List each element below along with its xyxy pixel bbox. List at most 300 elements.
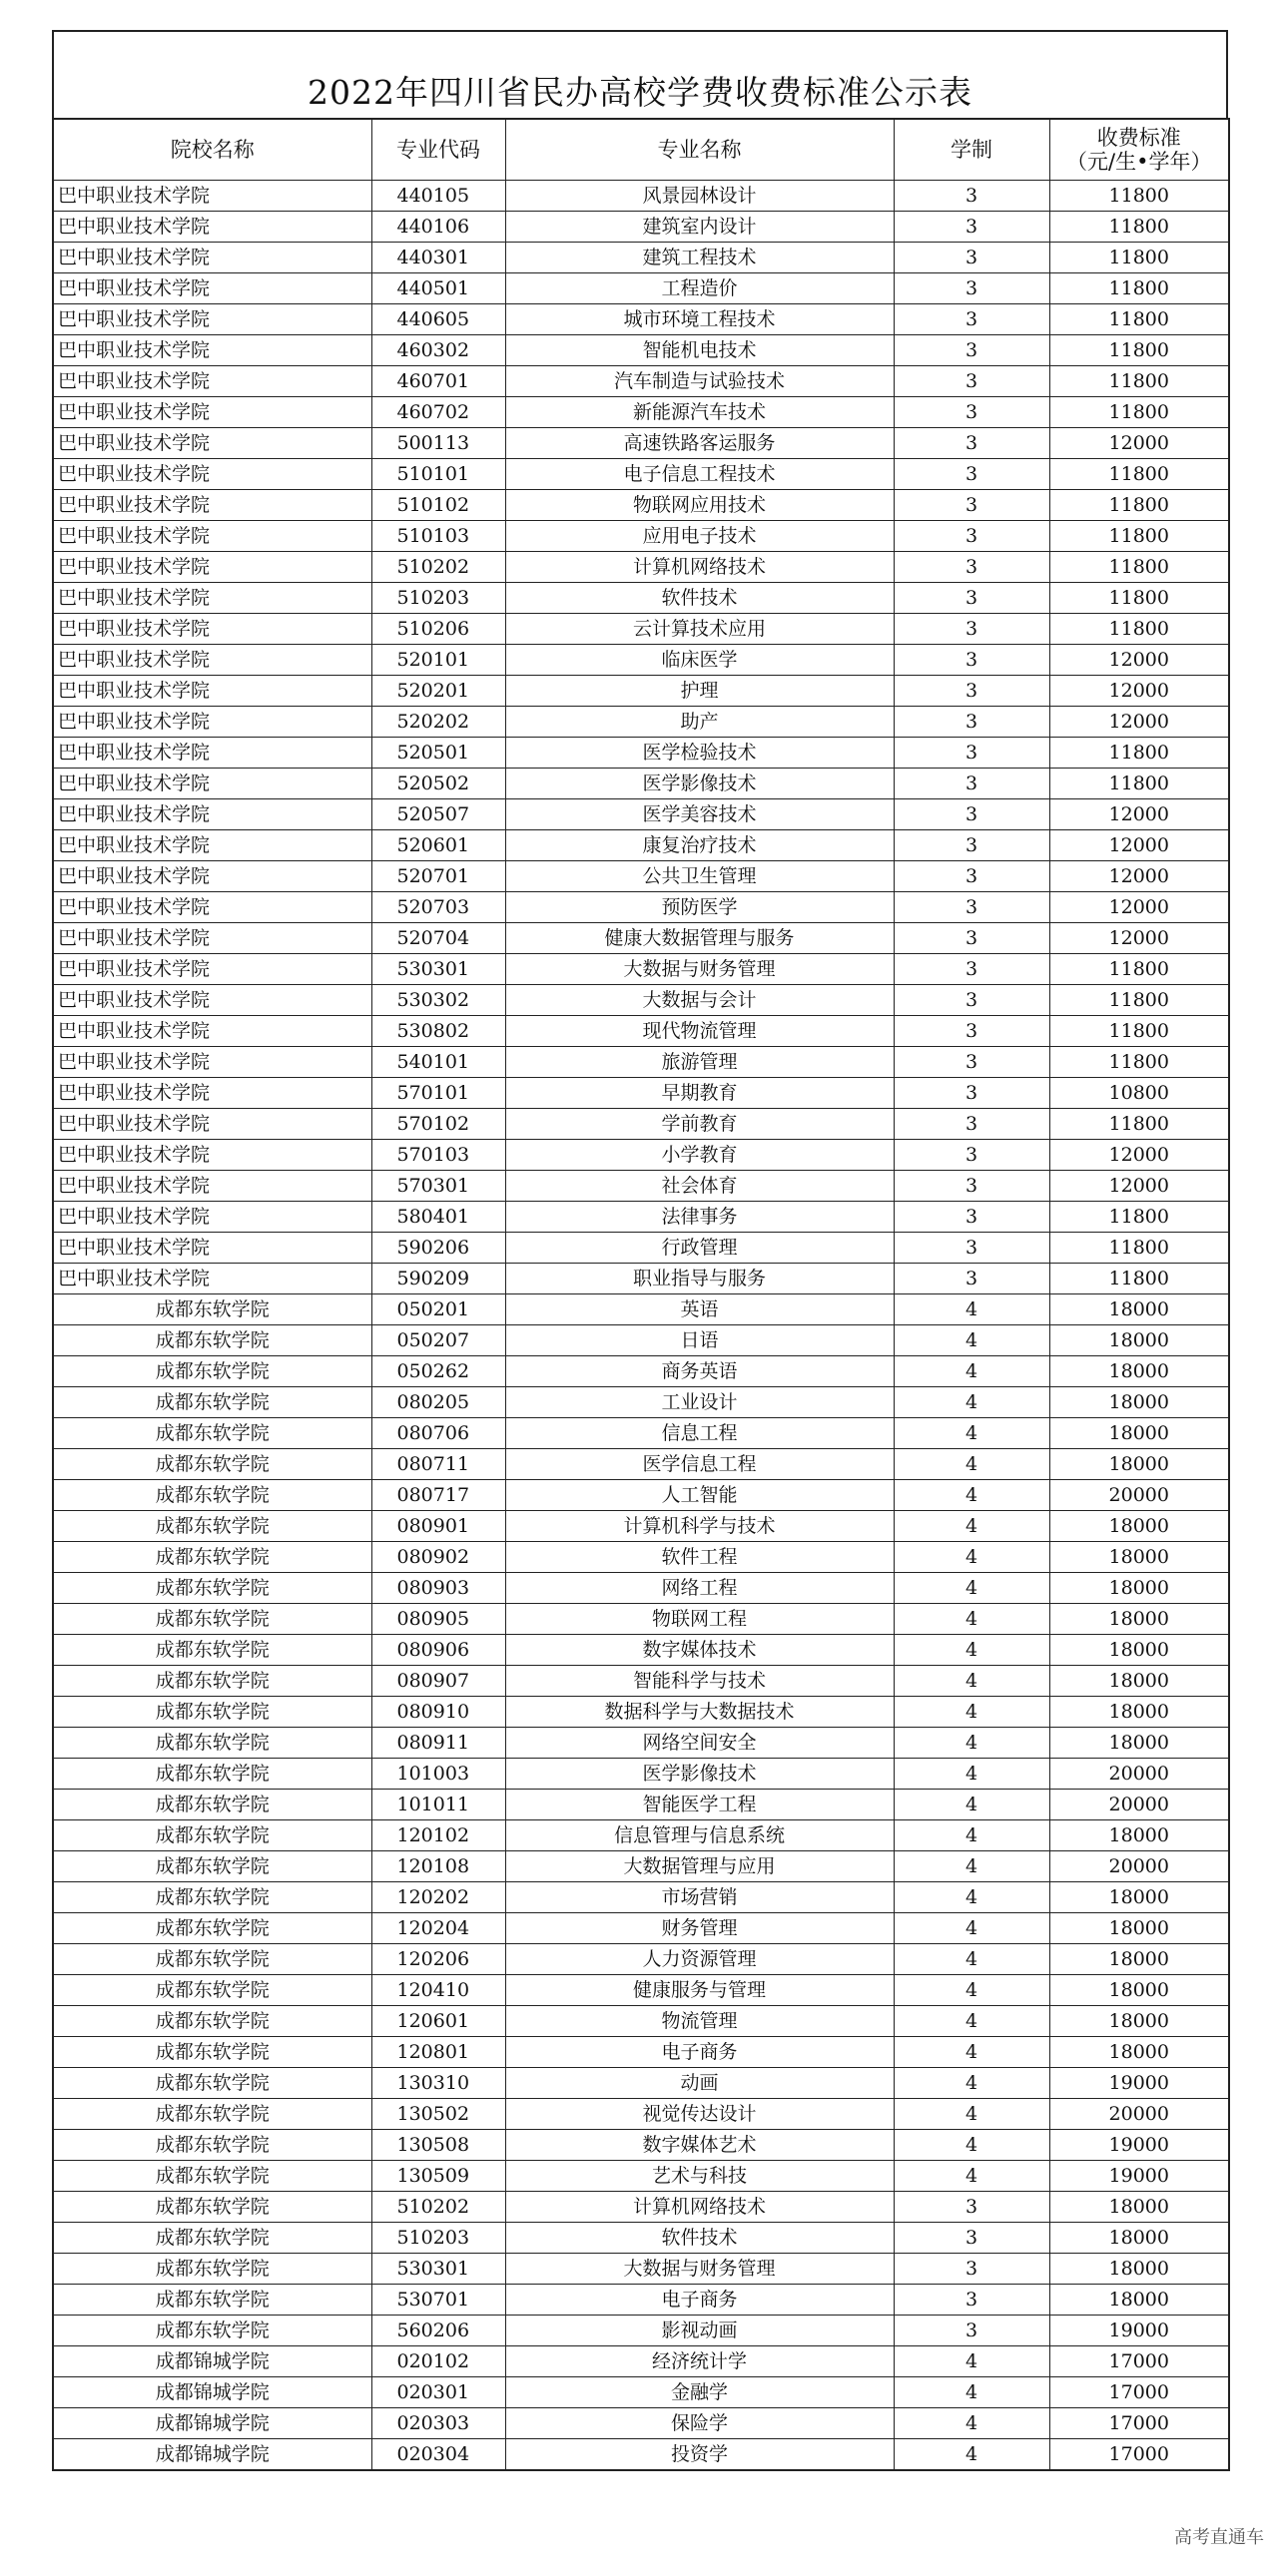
cell-major: 社会体育 (505, 1171, 894, 1202)
cell-school: 巴中职业技术学院 (53, 1264, 371, 1294)
cell-school: 成都东软学院 (53, 1356, 371, 1387)
cell-school: 巴中职业技术学院 (53, 1233, 371, 1264)
cell-years: 3 (894, 954, 1049, 985)
cell-years: 3 (894, 1233, 1049, 1264)
table-row (53, 366, 1229, 397)
table-row (53, 1078, 1229, 1109)
cell-fee: 11800 (1049, 490, 1229, 521)
table-row (53, 1480, 1229, 1511)
cell-years: 4 (894, 1356, 1049, 1387)
cell-years: 3 (894, 583, 1049, 614)
table-row (53, 1016, 1229, 1047)
table-row (53, 707, 1229, 738)
cell-code: 120410 (371, 1975, 505, 2006)
cell-code: 020303 (371, 2408, 505, 2439)
cell-school: 成都东软学院 (53, 1666, 371, 1697)
cell-school: 成都东软学院 (53, 1325, 371, 1356)
table-row (53, 2130, 1229, 2161)
cell-code: 080910 (371, 1697, 505, 1728)
cell-school: 成都东软学院 (53, 2223, 371, 2254)
cell-major: 预防医学 (505, 892, 894, 923)
cell-major: 软件技术 (505, 583, 894, 614)
table-row (53, 1728, 1229, 1759)
cell-code: 020102 (371, 2346, 505, 2377)
cell-school: 巴中职业技术学院 (53, 1047, 371, 1078)
cell-major: 云计算技术应用 (505, 614, 894, 645)
cell-years: 4 (894, 2099, 1049, 2130)
cell-major: 医学美容技术 (505, 799, 894, 830)
table-row (53, 1356, 1229, 1387)
cell-major: 大数据管理与应用 (505, 1851, 894, 1882)
cell-school: 巴中职业技术学院 (53, 645, 371, 676)
cell-fee: 18000 (1049, 2037, 1229, 2068)
cell-school: 巴中职业技术学院 (53, 366, 371, 397)
cell-code: 050262 (371, 1356, 505, 1387)
cell-school: 巴中职业技术学院 (53, 521, 371, 552)
cell-code: 520507 (371, 799, 505, 830)
cell-code: 580401 (371, 1202, 505, 1233)
cell-school: 巴中职业技术学院 (53, 243, 371, 273)
cell-major: 健康大数据管理与服务 (505, 923, 894, 954)
cell-code: 520501 (371, 738, 505, 769)
cell-major: 电子商务 (505, 2037, 894, 2068)
table-row (53, 1666, 1229, 1697)
cell-years: 4 (894, 1882, 1049, 1913)
cell-years: 3 (894, 738, 1049, 769)
table-row (53, 1202, 1229, 1233)
cell-code: 570102 (371, 1109, 505, 1140)
table-row (53, 985, 1229, 1016)
table-row (53, 1944, 1229, 1975)
cell-years: 3 (894, 645, 1049, 676)
cell-years: 3 (894, 892, 1049, 923)
cell-years: 3 (894, 614, 1049, 645)
table-row (53, 273, 1229, 304)
cell-code: 520202 (371, 707, 505, 738)
cell-code: 530802 (371, 1016, 505, 1047)
cell-code: 510101 (371, 459, 505, 490)
cell-fee: 11800 (1049, 459, 1229, 490)
cell-years: 4 (894, 1635, 1049, 1666)
cell-code: 130502 (371, 2099, 505, 2130)
cell-fee: 18000 (1049, 1604, 1229, 1635)
table-row (53, 1851, 1229, 1882)
cell-fee: 20000 (1049, 1790, 1229, 1820)
cell-fee: 18000 (1049, 1356, 1229, 1387)
cell-school: 成都东软学院 (53, 1851, 371, 1882)
cell-fee: 18000 (1049, 1944, 1229, 1975)
table-row (53, 552, 1229, 583)
cell-code: 520101 (371, 645, 505, 676)
cell-code: 510203 (371, 2223, 505, 2254)
cell-years: 4 (894, 1418, 1049, 1449)
table-row (53, 1325, 1229, 1356)
cell-years: 4 (894, 1449, 1049, 1480)
cell-years: 3 (894, 521, 1049, 552)
cell-fee: 12000 (1049, 645, 1229, 676)
title-box (52, 30, 1228, 118)
cell-school: 巴中职业技术学院 (53, 490, 371, 521)
cell-major: 网络工程 (505, 1573, 894, 1604)
cell-code: 080205 (371, 1387, 505, 1418)
cell-years: 3 (894, 552, 1049, 583)
cell-years: 4 (894, 1480, 1049, 1511)
table-row (53, 2068, 1229, 2099)
cell-school: 巴中职业技术学院 (53, 707, 371, 738)
cell-major: 保险学 (505, 2408, 894, 2439)
cell-school: 成都东软学院 (53, 2316, 371, 2346)
cell-years: 4 (894, 1820, 1049, 1851)
cell-school: 巴中职业技术学院 (53, 335, 371, 366)
cell-code: 080902 (371, 1542, 505, 1573)
cell-major: 信息管理与信息系统 (505, 1820, 894, 1851)
cell-major: 投资学 (505, 2439, 894, 2471)
cell-years: 4 (894, 2439, 1049, 2471)
cell-fee: 19000 (1049, 2316, 1229, 2346)
cell-code: 590209 (371, 1264, 505, 1294)
cell-major: 计算机科学与技术 (505, 1511, 894, 1542)
cell-code: 510202 (371, 552, 505, 583)
cell-fee: 18000 (1049, 1635, 1229, 1666)
cell-code: 440301 (371, 243, 505, 273)
table-row (53, 614, 1229, 645)
cell-fee: 18000 (1049, 1820, 1229, 1851)
cell-major: 职业指导与服务 (505, 1264, 894, 1294)
cell-fee: 11800 (1049, 1109, 1229, 1140)
cell-code: 440105 (371, 181, 505, 212)
cell-fee: 10800 (1049, 1078, 1229, 1109)
cell-code: 510102 (371, 490, 505, 521)
cell-major: 旅游管理 (505, 1047, 894, 1078)
cell-school: 成都东软学院 (53, 1480, 371, 1511)
table-row (53, 1604, 1229, 1635)
table-row (53, 954, 1229, 985)
table-row (53, 1635, 1229, 1666)
cell-school: 巴中职业技术学院 (53, 1109, 371, 1140)
cell-major: 助产 (505, 707, 894, 738)
table-row (53, 1573, 1229, 1604)
cell-years: 4 (894, 1511, 1049, 1542)
cell-major: 建筑室内设计 (505, 212, 894, 243)
fee-table-sheet (52, 30, 1228, 2471)
cell-years: 4 (894, 1728, 1049, 1759)
cell-code: 440501 (371, 273, 505, 304)
cell-code: 570103 (371, 1140, 505, 1171)
cell-fee: 18000 (1049, 1882, 1229, 1913)
cell-years: 3 (894, 799, 1049, 830)
cell-major: 高速铁路客运服务 (505, 428, 894, 459)
cell-code: 510103 (371, 521, 505, 552)
table-row (53, 1294, 1229, 1325)
cell-fee: 11800 (1049, 366, 1229, 397)
cell-code: 080901 (371, 1511, 505, 1542)
cell-school: 巴中职业技术学院 (53, 614, 371, 645)
header-fee (1049, 119, 1229, 181)
table-row (53, 583, 1229, 614)
table-row (53, 799, 1229, 830)
cell-major: 健康服务与管理 (505, 1975, 894, 2006)
cell-school: 成都东软学院 (53, 2161, 371, 2192)
cell-years: 4 (894, 1975, 1049, 2006)
cell-major: 电子信息工程技术 (505, 459, 894, 490)
cell-code: 540101 (371, 1047, 505, 1078)
cell-school: 成都锦城学院 (53, 2408, 371, 2439)
cell-fee: 18000 (1049, 1511, 1229, 1542)
cell-school: 巴中职业技术学院 (53, 830, 371, 861)
cell-major: 新能源汽车技术 (505, 397, 894, 428)
cell-fee: 18000 (1049, 1975, 1229, 2006)
cell-major: 计算机网络技术 (505, 2192, 894, 2223)
cell-fee: 12000 (1049, 676, 1229, 707)
cell-years: 3 (894, 830, 1049, 861)
cell-fee: 18000 (1049, 1418, 1229, 1449)
cell-fee: 17000 (1049, 2346, 1229, 2377)
cell-major: 人力资源管理 (505, 1944, 894, 1975)
table-row (53, 243, 1229, 273)
cell-fee: 12000 (1049, 923, 1229, 954)
cell-code: 120206 (371, 1944, 505, 1975)
cell-code: 020301 (371, 2377, 505, 2408)
header-years: 学制 (894, 119, 1049, 181)
cell-major: 英语 (505, 1294, 894, 1325)
cell-code: 120102 (371, 1820, 505, 1851)
cell-years: 4 (894, 2377, 1049, 2408)
table-row (53, 1790, 1229, 1820)
cell-school: 成都东软学院 (53, 2068, 371, 2099)
table-row (53, 181, 1229, 212)
cell-years: 3 (894, 1264, 1049, 1294)
cell-school: 成都东软学院 (53, 1697, 371, 1728)
table-row (53, 1233, 1229, 1264)
cell-major: 医学影像技术 (505, 769, 894, 799)
cell-major: 护理 (505, 676, 894, 707)
cell-school: 巴中职业技术学院 (53, 273, 371, 304)
cell-fee: 19000 (1049, 2068, 1229, 2099)
cell-fee: 11800 (1049, 212, 1229, 243)
cell-code: 130310 (371, 2068, 505, 2099)
table-row (53, 335, 1229, 366)
cell-fee: 19000 (1049, 2130, 1229, 2161)
cell-school: 巴中职业技术学院 (53, 181, 371, 212)
cell-code: 101011 (371, 1790, 505, 1820)
cell-code: 520701 (371, 861, 505, 892)
cell-years: 3 (894, 1078, 1049, 1109)
table-row (53, 1882, 1229, 1913)
cell-school: 成都东软学院 (53, 2254, 371, 2285)
cell-school: 成都东软学院 (53, 1944, 371, 1975)
cell-years: 3 (894, 2254, 1049, 2285)
cell-school: 巴中职业技术学院 (53, 428, 371, 459)
cell-school: 成都东软学院 (53, 1728, 371, 1759)
cell-fee: 17000 (1049, 2408, 1229, 2439)
cell-school: 成都东软学院 (53, 2099, 371, 2130)
cell-fee: 18000 (1049, 1573, 1229, 1604)
cell-code: 520601 (371, 830, 505, 861)
cell-code: 530301 (371, 954, 505, 985)
cell-fee: 12000 (1049, 861, 1229, 892)
cell-years: 4 (894, 1325, 1049, 1356)
cell-fee: 12000 (1049, 428, 1229, 459)
table-row (53, 459, 1229, 490)
cell-school: 巴中职业技术学院 (53, 583, 371, 614)
cell-years: 4 (894, 1573, 1049, 1604)
table-row (53, 830, 1229, 861)
cell-code: 080906 (371, 1635, 505, 1666)
cell-code: 520502 (371, 769, 505, 799)
cell-fee: 18000 (1049, 1697, 1229, 1728)
cell-school: 巴中职业技术学院 (53, 923, 371, 954)
cell-school: 成都东软学院 (53, 2192, 371, 2223)
cell-school: 成都东软学院 (53, 1820, 371, 1851)
cell-years: 4 (894, 1759, 1049, 1790)
cell-years: 3 (894, 1109, 1049, 1140)
cell-code: 050201 (371, 1294, 505, 1325)
cell-years: 4 (894, 1913, 1049, 1944)
cell-code: 080903 (371, 1573, 505, 1604)
cell-years: 3 (894, 2223, 1049, 2254)
cell-code: 120202 (371, 1882, 505, 1913)
table-row (53, 1759, 1229, 1790)
cell-years: 3 (894, 707, 1049, 738)
cell-school: 成都东软学院 (53, 1511, 371, 1542)
cell-years: 3 (894, 1202, 1049, 1233)
cell-years: 3 (894, 181, 1049, 212)
cell-school: 巴中职业技术学院 (53, 676, 371, 707)
cell-major: 行政管理 (505, 1233, 894, 1264)
cell-fee: 11800 (1049, 769, 1229, 799)
cell-code: 080706 (371, 1418, 505, 1449)
page-title: 2022年四川省民办高校学费收费标准公示表 (308, 73, 972, 112)
cell-school: 成都东软学院 (53, 1913, 371, 1944)
cell-school: 巴中职业技术学院 (53, 799, 371, 830)
cell-years: 4 (894, 1387, 1049, 1418)
table-row (53, 1047, 1229, 1078)
cell-school: 巴中职业技术学院 (53, 397, 371, 428)
cell-major: 智能机电技术 (505, 335, 894, 366)
table-row (53, 1109, 1229, 1140)
cell-fee: 18000 (1049, 2254, 1229, 2285)
cell-fee: 11800 (1049, 304, 1229, 335)
cell-school: 巴中职业技术学院 (53, 1016, 371, 1047)
cell-years: 3 (894, 676, 1049, 707)
cell-major: 城市环境工程技术 (505, 304, 894, 335)
cell-code: 080711 (371, 1449, 505, 1480)
cell-years: 4 (894, 1666, 1049, 1697)
header-school: 院校名称 (53, 119, 371, 181)
cell-code: 520703 (371, 892, 505, 923)
cell-years: 4 (894, 2130, 1049, 2161)
cell-fee: 11800 (1049, 583, 1229, 614)
cell-school: 成都东软学院 (53, 1882, 371, 1913)
cell-fee: 18000 (1049, 1728, 1229, 1759)
cell-years: 3 (894, 2285, 1049, 2316)
table-row (53, 2346, 1229, 2377)
cell-code: 080911 (371, 1728, 505, 1759)
cell-code: 530302 (371, 985, 505, 1016)
cell-code: 460702 (371, 397, 505, 428)
table-row (53, 428, 1229, 459)
cell-fee: 11800 (1049, 552, 1229, 583)
cell-school: 成都东软学院 (53, 2037, 371, 2068)
cell-fee: 18000 (1049, 2223, 1229, 2254)
cell-code: 460302 (371, 335, 505, 366)
cell-school: 巴中职业技术学院 (53, 212, 371, 243)
cell-code: 130508 (371, 2130, 505, 2161)
cell-school: 成都东软学院 (53, 1759, 371, 1790)
table-row (53, 490, 1229, 521)
cell-major: 物联网应用技术 (505, 490, 894, 521)
cell-years: 4 (894, 2346, 1049, 2377)
cell-years: 3 (894, 428, 1049, 459)
cell-fee: 11800 (1049, 397, 1229, 428)
cell-code: 530701 (371, 2285, 505, 2316)
cell-major: 艺术与科技 (505, 2161, 894, 2192)
cell-school: 巴中职业技术学院 (53, 552, 371, 583)
cell-fee: 18000 (1049, 2006, 1229, 2037)
cell-code: 530301 (371, 2254, 505, 2285)
cell-major: 学前教育 (505, 1109, 894, 1140)
cell-fee: 20000 (1049, 2099, 1229, 2130)
header-row (53, 119, 1229, 181)
cell-major: 小学教育 (505, 1140, 894, 1171)
cell-years: 4 (894, 1697, 1049, 1728)
cell-fee: 11800 (1049, 181, 1229, 212)
cell-years: 4 (894, 2006, 1049, 2037)
cell-school: 成都东软学院 (53, 1635, 371, 1666)
table-row (53, 2192, 1229, 2223)
cell-years: 4 (894, 1790, 1049, 1820)
cell-code: 590206 (371, 1233, 505, 1264)
table-row (53, 738, 1229, 769)
cell-major: 人工智能 (505, 1480, 894, 1511)
cell-major: 医学信息工程 (505, 1449, 894, 1480)
cell-school: 成都东软学院 (53, 1418, 371, 1449)
cell-fee: 18000 (1049, 1449, 1229, 1480)
cell-major: 财务管理 (505, 1913, 894, 1944)
cell-years: 3 (894, 397, 1049, 428)
header-fee-line2: （元/生•学年） (1066, 150, 1212, 174)
table-row (53, 892, 1229, 923)
cell-school: 巴中职业技术学院 (53, 1140, 371, 1171)
cell-fee: 11800 (1049, 985, 1229, 1016)
cell-years: 3 (894, 273, 1049, 304)
cell-school: 巴中职业技术学院 (53, 1202, 371, 1233)
cell-major: 智能医学工程 (505, 1790, 894, 1820)
cell-school: 成都东软学院 (53, 1604, 371, 1635)
cell-major: 信息工程 (505, 1418, 894, 1449)
watermark-text: 高考直通车 (1174, 2527, 1264, 2548)
cell-major: 金融学 (505, 2377, 894, 2408)
table-row (53, 397, 1229, 428)
cell-years: 4 (894, 1944, 1049, 1975)
table-row (53, 212, 1229, 243)
cell-code: 520704 (371, 923, 505, 954)
table-row (53, 645, 1229, 676)
cell-years: 3 (894, 335, 1049, 366)
cell-major: 计算机网络技术 (505, 552, 894, 583)
table-body (53, 181, 1229, 2471)
table-row (53, 2254, 1229, 2285)
cell-code: 120108 (371, 1851, 505, 1882)
table-row (53, 1264, 1229, 1294)
cell-major: 早期教育 (505, 1078, 894, 1109)
cell-school: 巴中职业技术学院 (53, 954, 371, 985)
cell-fee: 18000 (1049, 1387, 1229, 1418)
cell-code: 510203 (371, 583, 505, 614)
table-row (53, 676, 1229, 707)
cell-years: 4 (894, 2068, 1049, 2099)
cell-code: 570101 (371, 1078, 505, 1109)
